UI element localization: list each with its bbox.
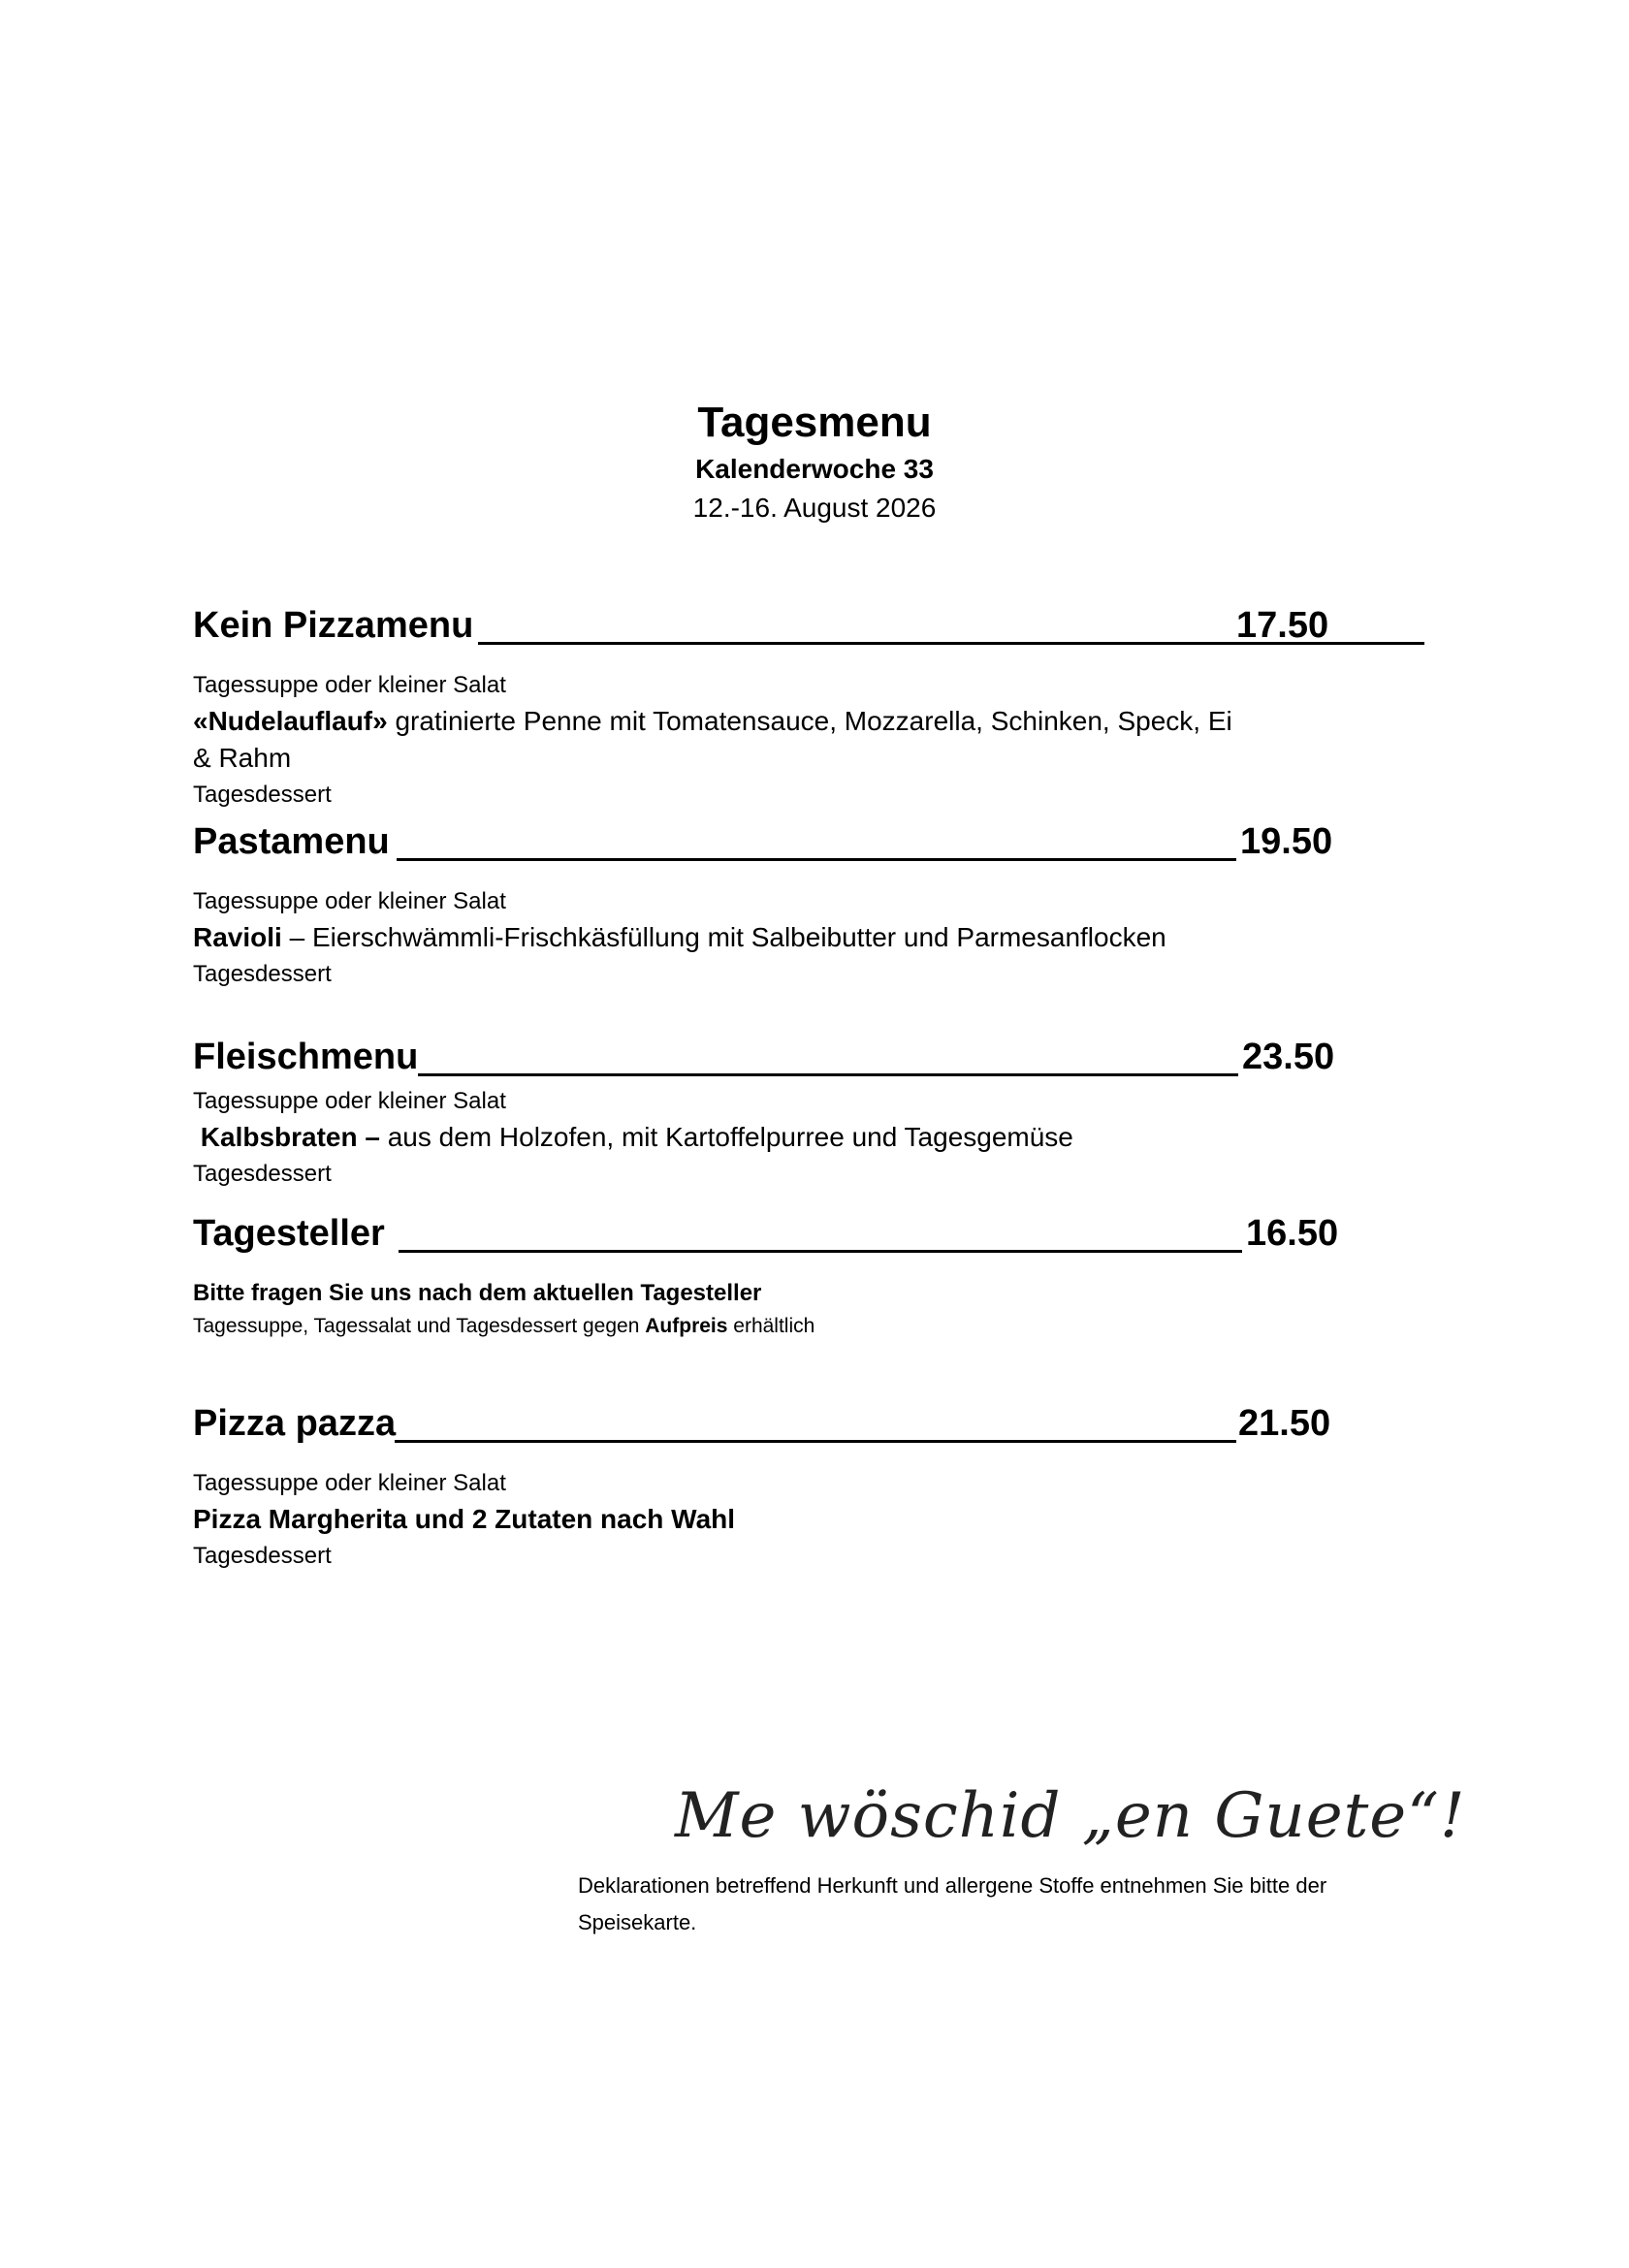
note-highlight: Aufpreis	[645, 1315, 728, 1337]
menu-item-note	[193, 1311, 1347, 1342]
menu-item-price: 17.50	[1236, 605, 1329, 646]
menu-item-main	[193, 703, 1347, 740]
menu-item-starter: Tagessuppe oder kleiner Salat	[193, 1470, 506, 1496]
menu-item-header	[193, 1397, 1347, 1450]
menu-item-header	[193, 815, 1347, 868]
menu-item-fleischmenu	[193, 1031, 1347, 1192]
menu-item-dessert: Tagesdessert	[193, 961, 332, 987]
menu-item-name: Fleischmenu	[193, 1037, 419, 1077]
menu-item-name: Tagesteller	[193, 1213, 385, 1254]
menu-item-header	[193, 1207, 1347, 1260]
menu-item-main-title: «Nudelauflauf»	[193, 706, 388, 736]
disclaimer-line: Deklarationen betreffend Herkunft und allergene Stoffe entnehmen Sie bitte der	[578, 1873, 1327, 1898]
page-title: Tagesmenu	[697, 399, 932, 446]
menu-item-header	[193, 599, 1347, 652]
menu-item-main-continued: & Rahm	[193, 743, 292, 773]
week-label: Kalenderwoche 33	[695, 454, 934, 484]
menu-item-header	[193, 1031, 1347, 1083]
menu-item-dessert: Tagesdessert	[193, 1543, 332, 1569]
signature-text: Me wöschid „en Guete“!	[675, 1780, 1466, 1852]
leader-line	[397, 858, 1236, 861]
menu-item-price: 21.50	[1238, 1403, 1331, 1444]
menu-item-name: Pizza pazza	[193, 1403, 397, 1444]
menu-item-price: 23.50	[1242, 1037, 1335, 1077]
menu-item-name: Kein Pizzamenu	[193, 605, 474, 646]
allergen-disclaimer	[578, 1868, 1412, 1941]
menu-item-pastamenu	[193, 815, 1347, 992]
menu-item-dessert: Tagesdessert	[193, 782, 332, 808]
menu-item-main	[193, 1119, 1347, 1156]
menu-item-price: 16.50	[1246, 1213, 1339, 1254]
menu-item-main-description: – Eierschwämmli-Frischkäsfüllung mit Salbeibutter und Parmesanflocken	[281, 922, 1166, 952]
menu-item-kein-pizzamenu	[193, 599, 1347, 813]
menu-item-main-description: aus dem Holzofen, mit Kartoffelpurree und Tagesgemüse	[379, 1122, 1073, 1152]
menu-item-main-title: Kalbsbraten –	[200, 1122, 380, 1152]
menu-item-name: Pastamenu	[193, 821, 390, 862]
menu-item-main-title: Ravioli	[193, 922, 282, 952]
menu-item-tagesteller	[193, 1207, 1347, 1342]
menu-item-main	[193, 919, 1347, 956]
menu-item-main-title: Pizza Margherita und 2 Zutaten nach Wahl	[193, 1504, 736, 1534]
menu-item-price: 19.50	[1240, 821, 1333, 862]
menu-item-main-description: gratinierte Penne mit Tomatensauce, Mozzarella, Schinken, Speck, Ei	[387, 706, 1232, 736]
menu-item-pizza-pazza	[193, 1397, 1347, 1574]
menu-item-starter: Tagessuppe oder kleiner Salat	[193, 888, 506, 914]
menu-header	[0, 396, 1629, 527]
leader-line	[395, 1440, 1236, 1443]
menu-item-starter: Tagessuppe oder kleiner Salat	[193, 1088, 506, 1114]
menu-item-starter: Tagessuppe oder kleiner Salat	[193, 672, 506, 698]
menu-item-dessert: Tagesdessert	[193, 1161, 332, 1187]
note-text: Tagessuppe, Tagessalat und Tagesdessert gegen	[193, 1315, 646, 1337]
signature-script	[669, 1753, 1466, 1869]
menu-item-main-title: Bitte fragen Sie uns nach dem aktuellen Tagesteller	[193, 1280, 762, 1306]
disclaimer-line: Speisekarte.	[578, 1910, 697, 1934]
leader-line	[418, 1073, 1238, 1076]
note-text-end: erhältlich	[727, 1315, 815, 1337]
leader-line	[399, 1250, 1242, 1253]
date-range: 12.-16. August 2026	[692, 493, 937, 523]
